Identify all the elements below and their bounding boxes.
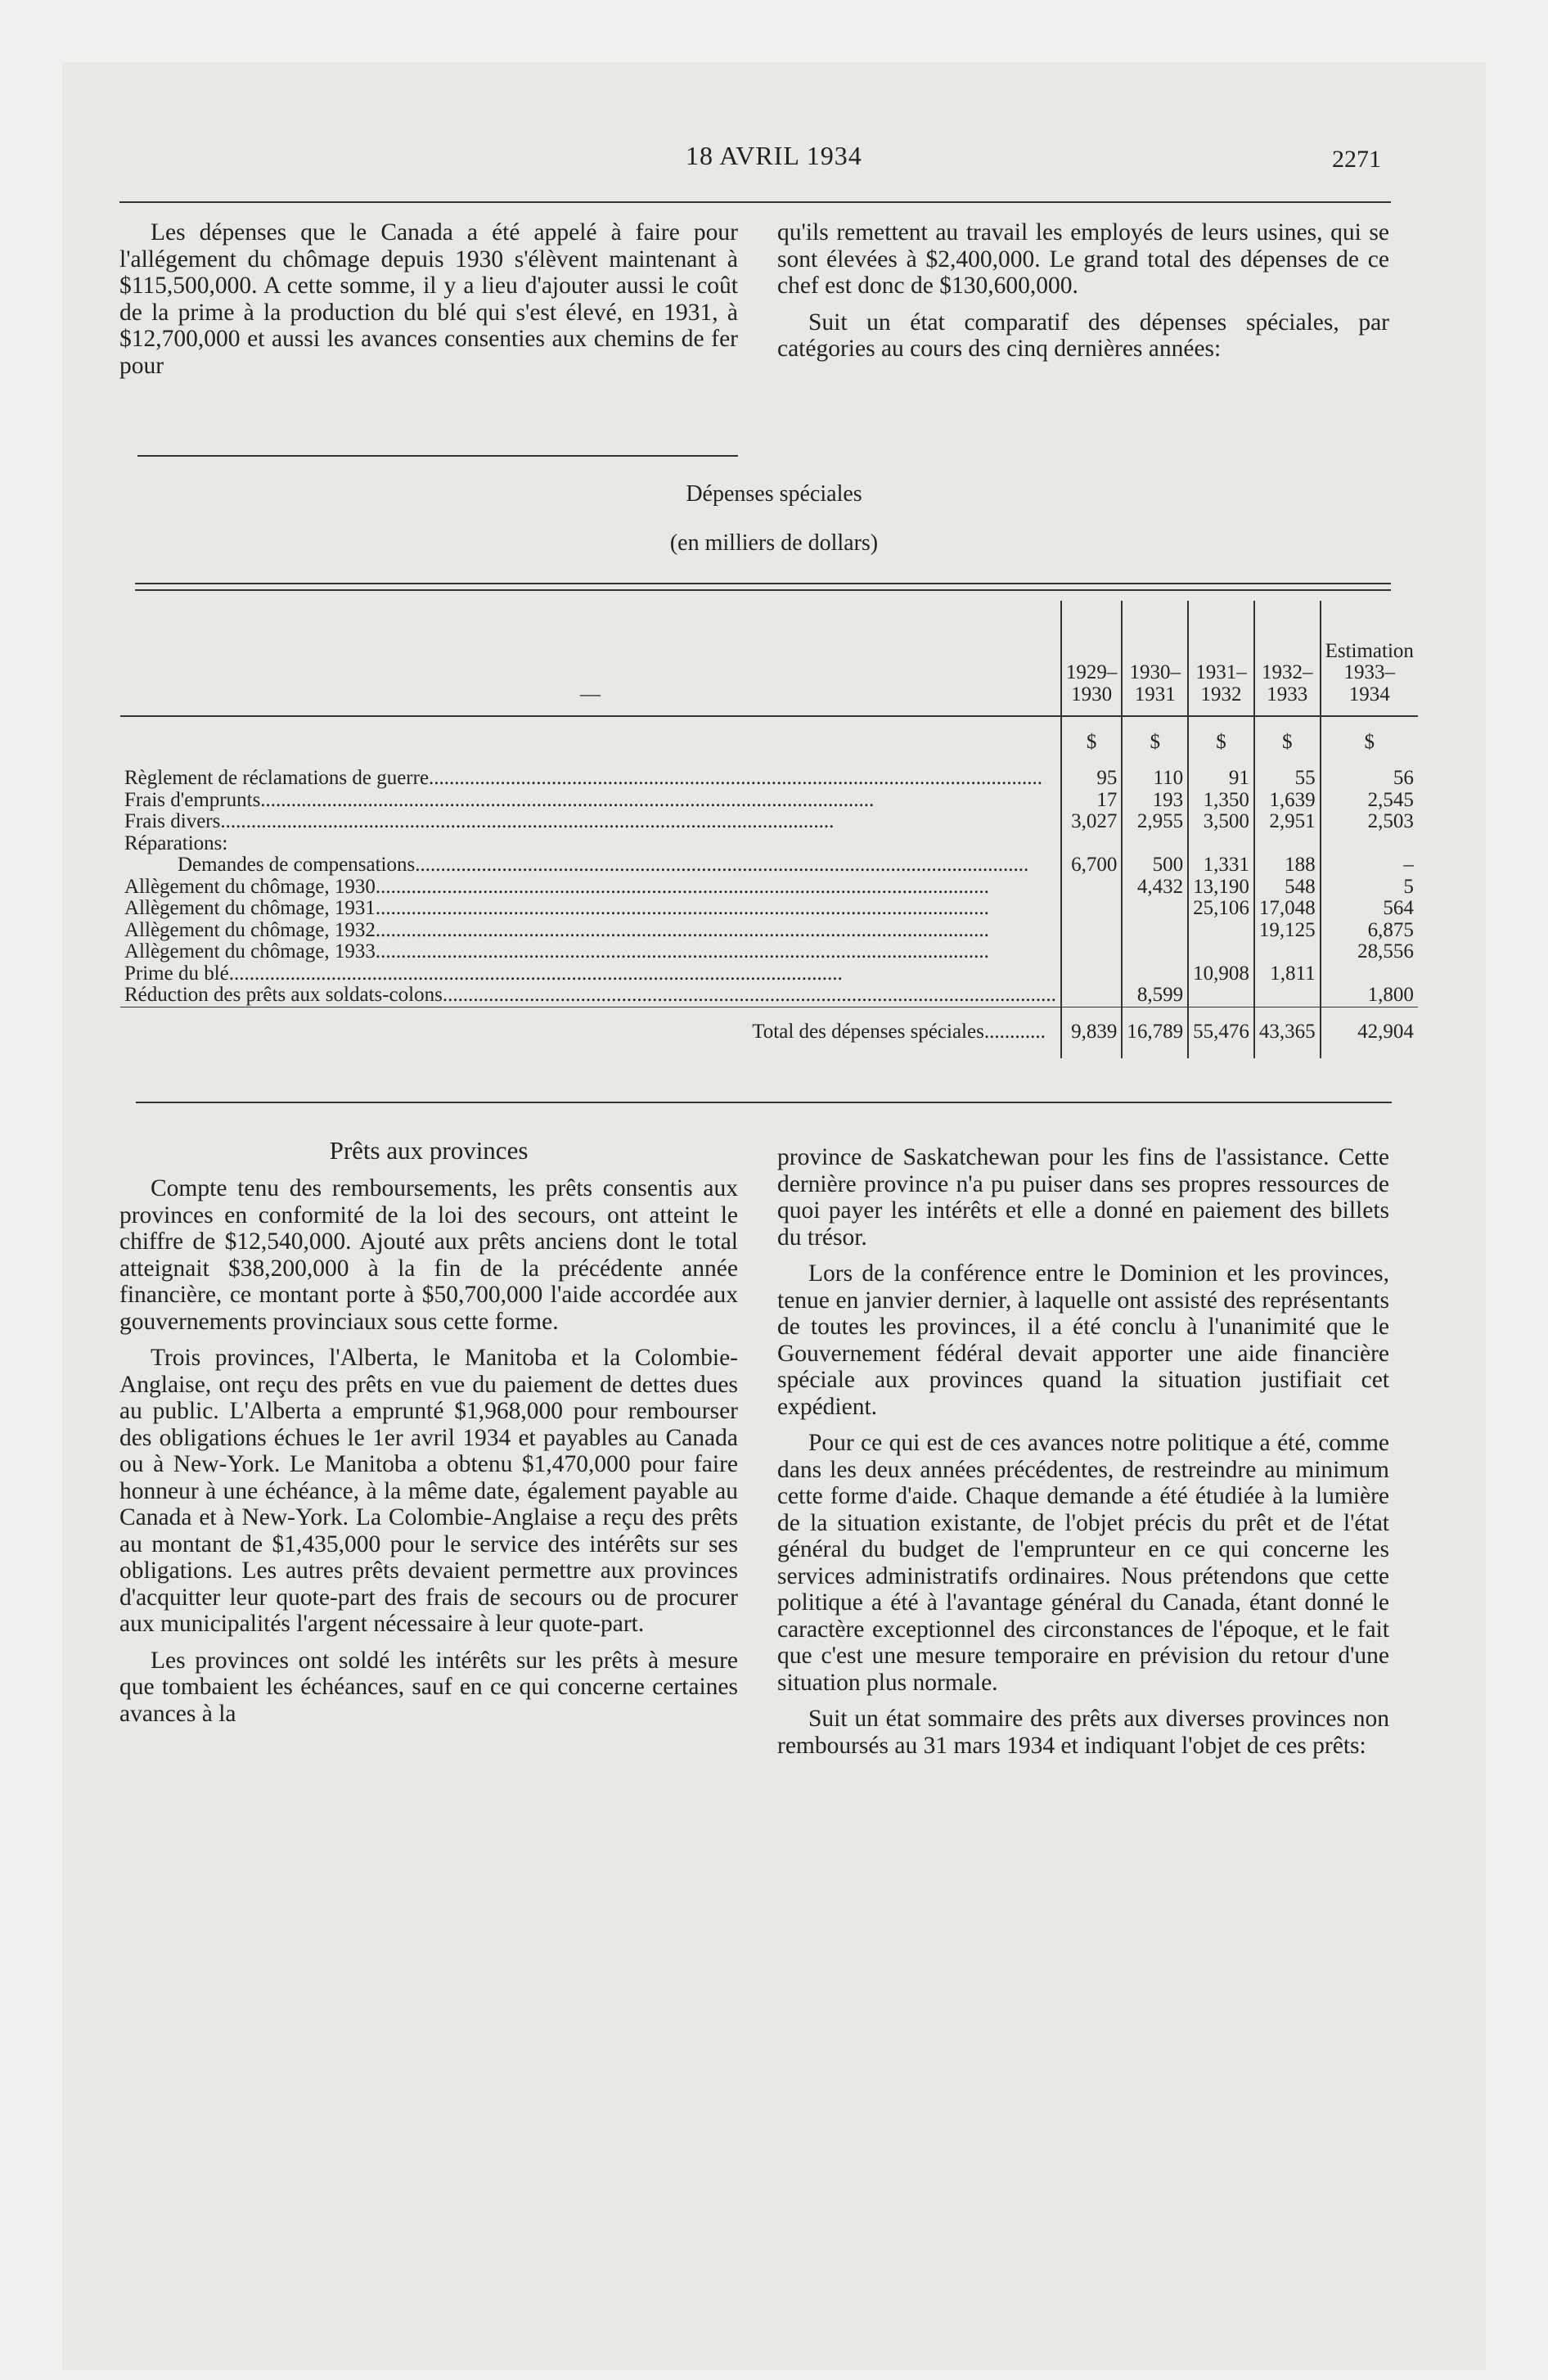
table-row: [120, 854, 1418, 877]
cell: [1188, 833, 1254, 855]
row-label: Règlement de réclamations de guerre........................................................................................................................: [124, 768, 1043, 789]
table-row: [120, 790, 1418, 812]
cell: 4,432: [1122, 877, 1188, 899]
intro-paragraph: qu'ils remettent au travail les employés de leurs usines, qui se sont élevées à $2,400,000. Le grand total des dépenses de ce chef est donc de $130,600,000.: [777, 219, 1389, 299]
table-title: Dépenses spéciales: [686, 481, 862, 507]
cell: 2,955: [1122, 811, 1188, 833]
cell: 1,639: [1254, 790, 1321, 812]
cell: 2,545: [1321, 790, 1418, 812]
header-label: —: [579, 683, 601, 705]
table-top-rule: [135, 589, 1391, 591]
table-row: [120, 941, 1418, 963]
body-paragraph: Les provinces ont soldé les intérêts sur les prêts à mesure que tombaient les échéances, sauf en ce qui concerne certaines avances à la: [119, 1647, 738, 1727]
page-number: 2271: [1332, 146, 1381, 173]
row-label: Frais d'emprunts........................................................................................................................: [124, 789, 875, 811]
total-cell: 16,789: [1122, 1007, 1188, 1058]
cell: 55: [1254, 768, 1321, 790]
currency-sign: $: [1321, 716, 1418, 768]
cell: 6,700: [1061, 854, 1123, 877]
cell: 17,048: [1254, 898, 1321, 920]
body-paragraph: Trois provinces, l'Alberta, le Manitoba et la Colombie-Anglaise, ont reçu des prêts en vue du paiement de dettes dues au public. L'Alberta a emprunté $1,968,000 pour rembourser des obligations échues le 1er avril 1934 et payables au Canada ou à New-York. Le Manitoba a obtenu $1,470,000 pour faire honneur à une échéance, à la même date, également payable au Canada et à New-York. La Colombie-Anglaise a reçu des prêts au montant de $1,435,000 pour le service des intérêts sur ses obligations. Les autres prêts devaient permettre aux provinces d'acquitter leur quote-part des frais de secours ou de procurer aux municipalités l'argent nécessaire à leur quote-part.: [119, 1345, 738, 1637]
cell: 548: [1254, 877, 1321, 899]
cell: 500: [1122, 854, 1188, 877]
currency-sign: $: [1122, 716, 1188, 768]
header-year: 1930–1931: [1122, 601, 1188, 716]
row-label: Allègement du chômage, 1933........................................................................................................................: [124, 941, 989, 962]
cell: 25,106: [1188, 898, 1254, 920]
body-paragraph: province de Saskatchewan pour les fins de l'assistance. Cette dernière province n'a pu puiser dans ses propres ressources de quoi payer les intérêts et elle a donné en paiement des billets du trésor.: [777, 1144, 1389, 1251]
table-row: [120, 898, 1418, 920]
cell: 1,811: [1254, 963, 1321, 985]
cell: [1321, 963, 1418, 985]
table-top-rule: [135, 583, 1391, 584]
intro-left-column: [119, 219, 738, 389]
cell: [1188, 941, 1254, 963]
total-cell: 42,904: [1321, 1007, 1418, 1058]
cell: 564: [1321, 898, 1418, 920]
table-row: [120, 920, 1418, 942]
header-rule: [119, 201, 1391, 203]
cell: [1061, 941, 1123, 963]
table-row: [120, 833, 1418, 855]
cell: 193: [1122, 790, 1188, 812]
special-expenses-table: [120, 601, 1418, 1058]
row-label: Allègement du chômage, 1931........................................................................................................................: [124, 898, 989, 919]
cell: 10,908: [1188, 963, 1254, 985]
total-cell: 55,476: [1188, 1007, 1254, 1058]
cell: [1254, 985, 1321, 1007]
cell: [1188, 985, 1254, 1007]
cell: [1061, 833, 1123, 855]
table-row: [120, 985, 1418, 1007]
page-date: 18 AVRIL 1934: [686, 141, 862, 170]
cell: 8,599: [1122, 985, 1188, 1007]
cell: 17: [1061, 790, 1123, 812]
cell: 13,190: [1188, 877, 1254, 899]
cell: 5: [1321, 877, 1418, 899]
table-row: [120, 963, 1418, 985]
body-paragraph: Lors de la conférence entre le Dominion et les provinces, tenue en janvier dernier, à laquelle ont assisté des représentants de toutes les provinces, il a été conclu à l'unanimité que le Gouvernement fédéral devait apporter une aide financière spéciale aux provinces quand la situation justifiait cet expédient.: [777, 1260, 1389, 1420]
table-header-row: [120, 601, 1418, 716]
cell: 91: [1188, 768, 1254, 790]
total-cell: 9,839: [1061, 1007, 1123, 1058]
currency-row: [120, 716, 1418, 768]
cell: [1122, 920, 1188, 942]
currency-sign: $: [1254, 716, 1321, 768]
cell: [1061, 985, 1123, 1007]
currency-sign: $: [1188, 716, 1254, 768]
header-year: 1929–1930: [1061, 601, 1123, 716]
cell: [1061, 963, 1123, 985]
cell: [1254, 833, 1321, 855]
intro-paragraph: Suit un état comparatif des dépenses spéciales, par catégories au cours des cinq dernières années:: [777, 309, 1389, 362]
row-label: Prime du blé........................................................................................................................: [124, 962, 843, 985]
body-paragraph: Pour ce qui est de ces avances notre politique a été, comme dans les deux années précédentes, de restreindre au minimum cette forme d'aide. Chaque demande a été étudiée à la lumière de la situation existante, de l'objet précis du prêt et de l'état général du budget de l'emprunteur en ce qui concerne les services administratifs ordinaires. Nous prétendons que cette politique a été à l'avantage général du Canada, étant donné le caractère exceptionnel des circonstances de l'époque, et le fait que c'est une mesure temporaire en prévision du retour d'une situation plus normale.: [777, 1430, 1389, 1696]
cell: 1,350: [1188, 790, 1254, 812]
table-row: [120, 768, 1418, 790]
cell: [1122, 898, 1188, 920]
cell: 3,500: [1188, 811, 1254, 833]
cell: 1,331: [1188, 854, 1254, 877]
cell: [1321, 833, 1418, 855]
cell: 3,027: [1061, 811, 1123, 833]
cell: [1254, 941, 1321, 963]
cell: 2,503: [1321, 811, 1418, 833]
total-row: [120, 1007, 1418, 1058]
cell: [1061, 898, 1123, 920]
cell: [1122, 833, 1188, 855]
cell: [1061, 877, 1123, 899]
cell: 95: [1061, 768, 1123, 790]
total-cell: 43,365: [1254, 1007, 1321, 1058]
cell: 19,125: [1254, 920, 1321, 942]
header-estimate-year: 1933–1934: [1343, 661, 1395, 705]
header-year: 1931–1932: [1188, 601, 1254, 716]
body-paragraph: Compte tenu des remboursements, les prêts consentis aux provinces en conformité de la loi des secours, ont atteint le chiffre de $12,540,000. Ajouté aux prêts anciens dont le total atteignait $38,200,000 à la fin de la précédente année financière, ce montant porte à $50,700,000 l'aide accordée aux gouvernements provinciaux sous cette forme.: [119, 1175, 738, 1335]
header-year: 1932–1933: [1254, 601, 1321, 716]
cell: [1122, 963, 1188, 985]
cell: 28,556: [1321, 941, 1418, 963]
header-estimate-line: Estimation: [1325, 639, 1414, 662]
section-title: Prêts aux provinces: [329, 1136, 529, 1165]
row-label: Réduction des prêts aux soldats-colons........................................................................................................................: [124, 985, 1056, 1006]
table-row: [120, 811, 1418, 833]
currency-sign: $: [1061, 716, 1123, 768]
total-label: Total des dépenses spéciales............: [120, 1007, 1061, 1058]
table-subtitle: (en milliers de dollars): [669, 530, 879, 556]
cell: 110: [1122, 768, 1188, 790]
cell: 6,875: [1321, 920, 1418, 942]
row-label: Allègement du chômage, 1930........................................................................................................................: [124, 876, 989, 898]
table-bottom-rule: [136, 1102, 1392, 1103]
cell: [1122, 941, 1188, 963]
cell: 2,951: [1254, 811, 1321, 833]
cell: [1188, 920, 1254, 942]
row-label: Réparations:: [124, 832, 228, 854]
body-paragraph: Suit un état sommaire des prêts aux diverses provinces non remboursés au 31 mars 1934 et indiquant l'objet de ces prêts:: [777, 1706, 1389, 1759]
intro-right-column: [777, 219, 1389, 372]
header-estimate: [1321, 601, 1418, 716]
table-row: [120, 877, 1418, 899]
intro-paragraph: Les dépenses que le Canada a été appelé à faire pour l'allégement du chômage depuis 1930 s'élèvent maintenant à $115,500,000. A cette somme, il y a lieu d'ajouter aussi le coût de la prime à la production du blé qui s'est élevé, en 1931, à $12,700,000 et aussi les avances consenties aux chemins de fer pour: [119, 219, 738, 379]
section-right-column: [777, 1144, 1389, 1769]
cell: 188: [1254, 854, 1321, 877]
row-label: Demandes de compensations........................................................................................................................: [178, 854, 1029, 876]
divider: [137, 455, 738, 457]
section-left-column: [119, 1175, 738, 1737]
cell: [1061, 920, 1123, 942]
row-label: Allègement du chômage, 1932........................................................................................................................: [124, 919, 989, 941]
cell: 1,800: [1321, 985, 1418, 1007]
row-label: Frais divers........................................................................................................................: [124, 811, 835, 832]
cell: –: [1321, 854, 1418, 877]
cell: 56: [1321, 768, 1418, 790]
